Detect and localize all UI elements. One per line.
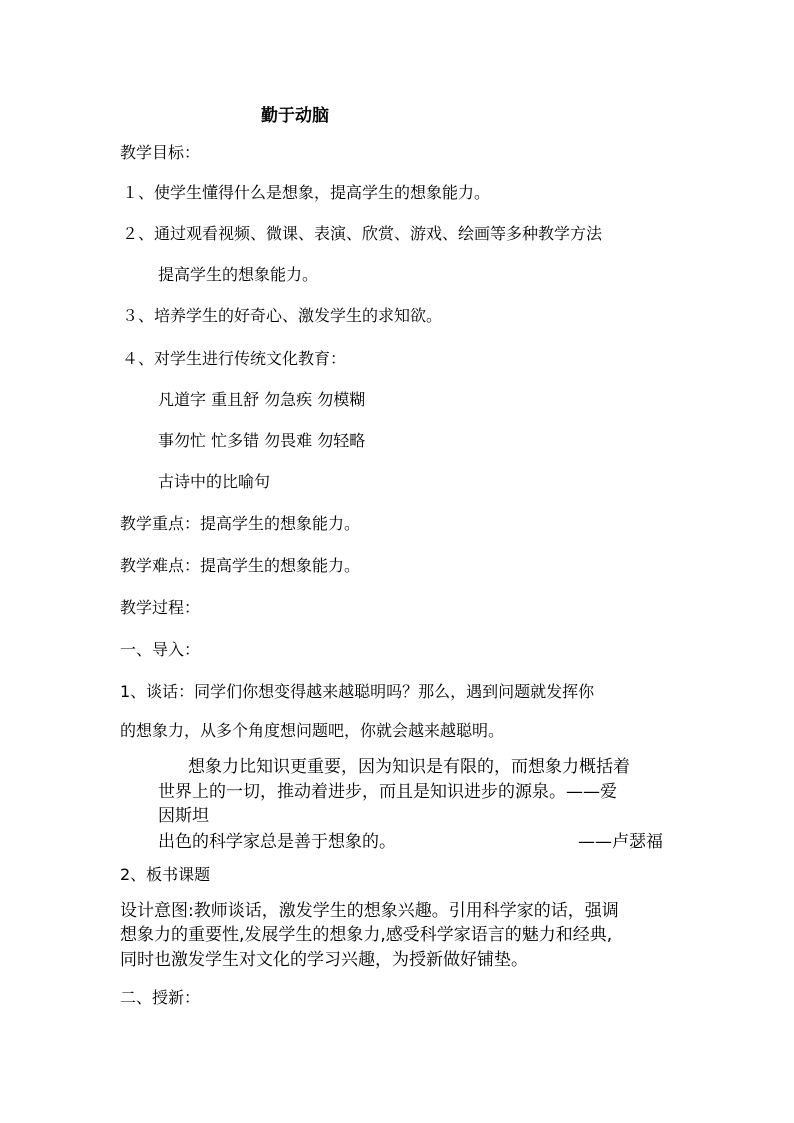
quote-rutherford: 出色的科学家总是善于想象的。 bbox=[158, 832, 396, 852]
objective-item-2-continued: 提高学生的想象能力。 bbox=[158, 265, 319, 284]
quote-einstein-line-1: 想象力比知识更重要，因为知识是有限的，而想象力概括着 bbox=[188, 757, 630, 777]
design-intent-line-2: 想象力的重要性,发展学生的想象力,感受科学家语言的魅力和经典, bbox=[120, 925, 613, 945]
culture-line-1: 凡道字 重且舒 勿急疾 勿模糊 bbox=[158, 390, 366, 409]
talk-line-2: 的想象力，从多个角度想问题吧，你就会越来越聪明。 bbox=[120, 721, 505, 740]
objective-item-1: １、使学生懂得什么是想象，提高学生的想象能力。 bbox=[122, 183, 491, 202]
objective-item-4: ４、对学生进行传统文化教育： bbox=[122, 349, 347, 368]
quote-rutherford-author: ——卢瑟福 bbox=[578, 832, 663, 852]
section-2-heading: 二、授新： bbox=[120, 988, 201, 1007]
objectives-heading: 教学目标： bbox=[120, 143, 201, 162]
objective-item-2: ２、通过观看视频、微课、表演、欣赏、游戏、绘画等多种教学方法 bbox=[122, 224, 603, 243]
difficult-point: 教学难点：提高学生的想象能力。 bbox=[120, 556, 361, 575]
key-point: 教学重点：提高学生的想象能力。 bbox=[120, 514, 361, 533]
design-intent-line-3: 同时也激发学生对文化的学习兴趣，为授新做好铺垫。 bbox=[120, 950, 528, 970]
process-heading: 教学过程： bbox=[120, 598, 201, 617]
culture-line-2: 事勿忙 忙多错 勿畏难 勿轻略 bbox=[158, 431, 366, 450]
design-intent-line-1: 设计意图:教师谈话，激发学生的想象兴趣。引用科学家的话，强调 bbox=[120, 901, 619, 921]
objective-item-3: ３、培养学生的好奇心、激发学生的求知欲。 bbox=[122, 306, 443, 325]
document-title: 勤于动脑 bbox=[261, 106, 329, 126]
quote-einstein-line-3: 因斯坦 bbox=[158, 806, 209, 826]
culture-line-3: 古诗中的比喻句 bbox=[158, 472, 271, 491]
section-1-heading: 一、导入： bbox=[120, 640, 201, 659]
talk-line-1: 1、谈话：同学们你想变得越来越聪明吗？那么，遇到问题就发挥你 bbox=[120, 682, 595, 701]
quote-einstein-line-2: 世界上的一切，推动着进步，而且是知识进步的源泉。——爱 bbox=[158, 782, 617, 802]
item-2-heading: 2、板书课题 bbox=[120, 865, 211, 884]
